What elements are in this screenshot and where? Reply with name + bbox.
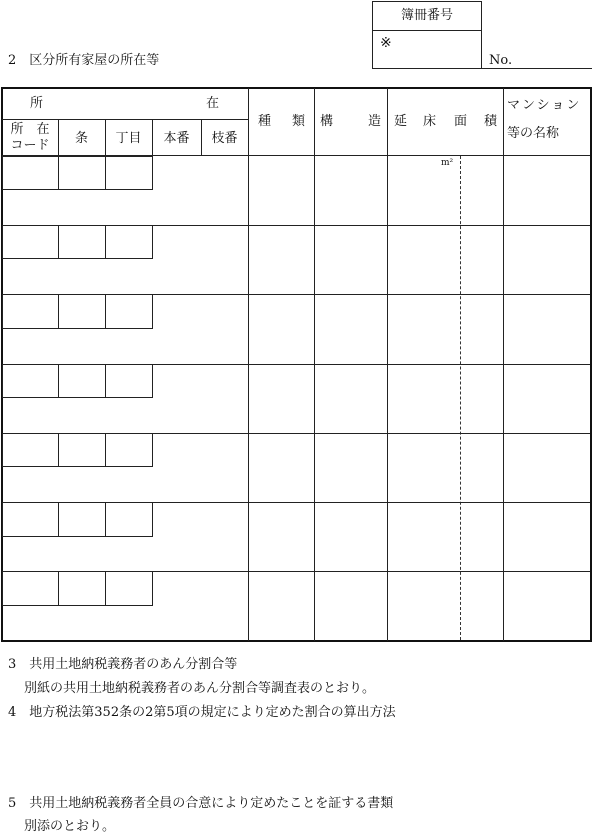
section5-heading: 5 共用土地納税義務者全員の合意により定めたことを証する書類 xyxy=(8,796,394,811)
no-underline xyxy=(482,68,592,69)
header-floor-2: 床 xyxy=(423,114,437,129)
row-7-code-cell[interactable] xyxy=(2,571,59,606)
header-jo: 条 xyxy=(74,131,88,146)
header-edaban: 枝番 xyxy=(211,131,238,146)
header-floor-1: 延 xyxy=(394,114,408,129)
header-code-bottom: コード xyxy=(10,138,50,153)
row-3-chome-cell[interactable] xyxy=(105,294,153,329)
header-mansion-1: マンション xyxy=(507,98,582,113)
row-6-chome-cell[interactable] xyxy=(105,502,153,537)
row-5-code-cell[interactable] xyxy=(2,433,59,467)
reference-mark: ※ xyxy=(380,35,392,51)
no-label: No. xyxy=(489,53,513,68)
registry-title: 簿冊番号 xyxy=(400,8,453,23)
row-4-chome-cell[interactable] xyxy=(105,364,153,398)
header-honban: 本番 xyxy=(163,131,190,146)
row-2-code-cell[interactable] xyxy=(2,225,59,259)
header-mansion-2: 等の名称 xyxy=(507,126,560,141)
row-6-code-cell[interactable] xyxy=(2,502,59,537)
row-3-jo-cell[interactable] xyxy=(58,294,106,329)
section5-body: 別添のとおり。 xyxy=(24,819,116,834)
row-4-jo-cell[interactable] xyxy=(58,364,106,398)
row-6-jo-cell[interactable] xyxy=(58,502,106,537)
section3-heading: 3 共用土地納税義務者のあん分割合等 xyxy=(8,657,238,672)
row-5-chome-cell[interactable] xyxy=(105,433,153,467)
header-struct-2: 造 xyxy=(368,114,382,129)
row-1-chome-cell[interactable] xyxy=(105,156,153,190)
header-location-right: 在 xyxy=(206,96,220,111)
header-floor-3: 面 xyxy=(454,114,468,129)
header-code-top: 所 在 xyxy=(10,122,50,137)
row-2-chome-cell[interactable] xyxy=(105,225,153,259)
header-struct-1: 構 xyxy=(320,114,334,129)
header-sub-divider xyxy=(2,119,248,120)
row-5-jo-cell[interactable] xyxy=(58,433,106,467)
header-kind-2: 類 xyxy=(292,114,306,129)
header-chome: 丁目 xyxy=(115,131,142,146)
header-kind-1: 種 xyxy=(258,114,272,129)
table-right-border xyxy=(590,87,592,642)
header-floor-4: 積 xyxy=(484,114,498,129)
row-7-chome-cell[interactable] xyxy=(105,571,153,606)
row-7-jo-cell[interactable] xyxy=(58,571,106,606)
floor-area-decimal-divider xyxy=(460,156,461,640)
section3-body: 別紙の共用土地納税義務者のあん分割合等調査表のとおり。 xyxy=(24,681,376,696)
row-1-jo-cell[interactable] xyxy=(58,156,106,190)
row-3-code-cell[interactable] xyxy=(2,294,59,329)
row-4-code-cell[interactable] xyxy=(2,364,59,398)
row-1-code-cell[interactable] xyxy=(2,156,59,190)
section4-heading: 4 地方税法第352条の2第5項の規定により定めた割合の算出方法 xyxy=(8,705,396,720)
header-location-left: 所 xyxy=(30,96,44,111)
row-2-jo-cell[interactable] xyxy=(58,225,106,259)
floor-area-unit: m² xyxy=(441,158,454,168)
section2-heading: 2 区分所有家屋の所在等 xyxy=(8,53,160,68)
